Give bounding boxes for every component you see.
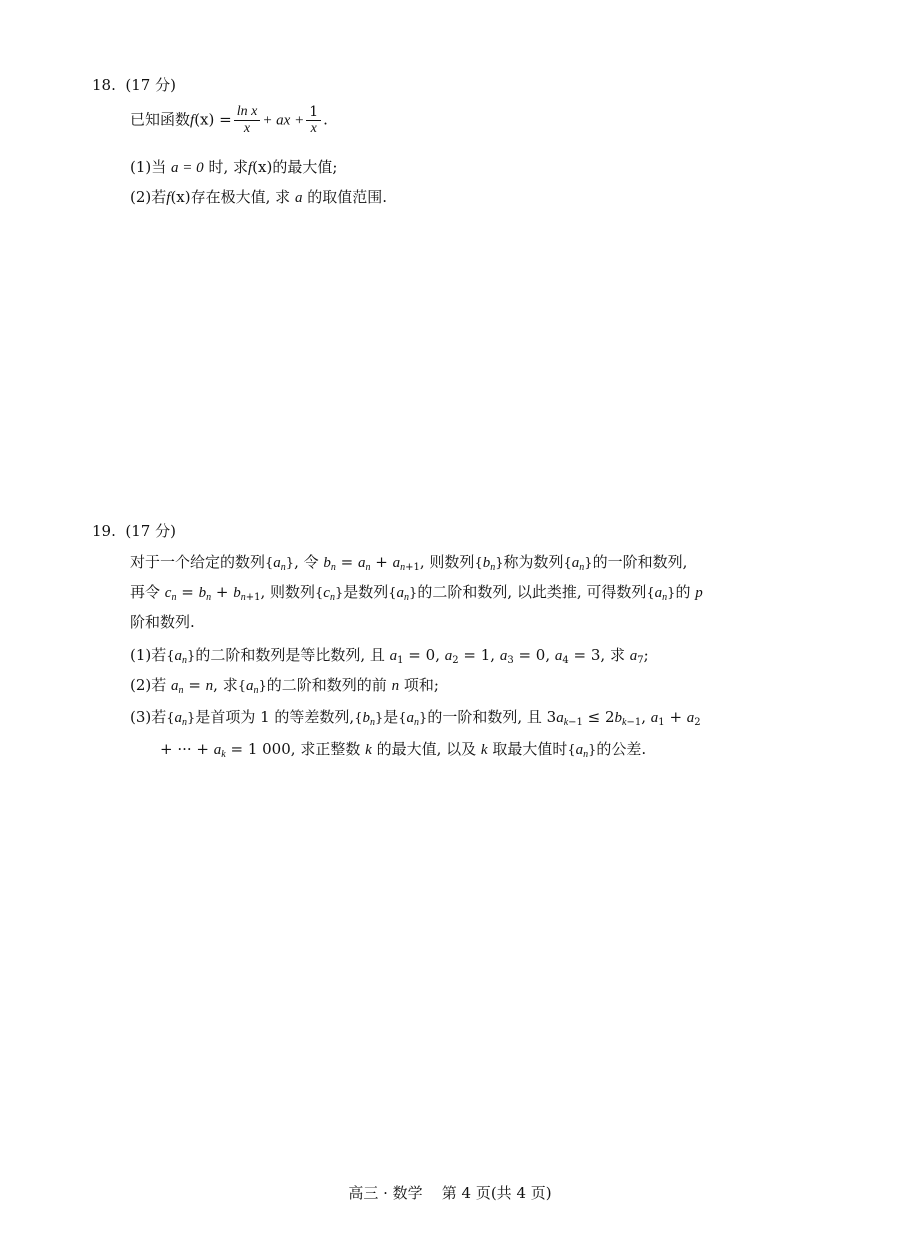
q19-stem-line3: 阶和数列. — [130, 613, 195, 631]
q18-stem: 已知函数f(x) = $\frac{\text{ln x}}{x}$ + ax + $\frac{1}{x}$ . — [130, 104, 328, 136]
q19-part2: (2)若 $a_n = n$, 求$\{a_n\}$的二阶和数列的前 n 项和; — [130, 676, 439, 696]
q18-fraction-lnx-over-x: $\frac{\text{ln x}}{x}$ — [234, 104, 261, 137]
q18-score: (17 分) — [125, 76, 176, 94]
page-footer: 高三 · 数学 第 4 页(共 4 页) — [348, 1184, 552, 1202]
q19-number: 19. (17 分) — [92, 522, 176, 540]
q19-stem-line1: 对于一个给定的数列$\{a_n\}$, 令 $b_n = a_n + a_{n+1}$, 则数列$\{b_n\}$称为数列$\{a_n\}$的一阶和数列, — [130, 553, 688, 573]
q18-part2: (2)若f(x)存在极大值, 求 a 的取值范围. — [130, 188, 387, 206]
q19-part3-line1: (3)若$\{a_n\}$是首项为 1 的等差数列$,\{b_n\}$是$\{a_n\}$的一阶和数列, 且 $3a_{k-1} \le 2b_{k-1}$, $a_1 + a_2$ — [130, 708, 701, 728]
q18-part1: (1)当 a = 0 时, 求f(x)的最大值; — [130, 158, 338, 176]
q18-fraction-1-over-x: $\frac{1}{x}$ — [306, 104, 321, 137]
q19-part1: (1)若$\{a_n\}$的二阶和数列是等比数列, 且 $a_1 = 0$, $a_2 = 1$, $a_3 = 0$, $a_4 = 3$, 求 $a_7$; — [130, 646, 649, 666]
q19-score: (17 分) — [125, 522, 176, 540]
q19-part3-line2: + ··· + $a_k = 1$ 000, 求正整数 k 的最大值, 以及 k 取最大值时$\{a_n\}$的公差. — [160, 740, 647, 760]
q19-stem-line2: 再令 $c_n = b_n + b_{n+1}$, 则数列$\{c_n\}$是数列$\{a_n\}$的二阶和数列, 以此类推, 可得数列$\{a_n\}$的 p — [130, 583, 703, 603]
q18-number: 18. (17 分) — [92, 76, 176, 94]
